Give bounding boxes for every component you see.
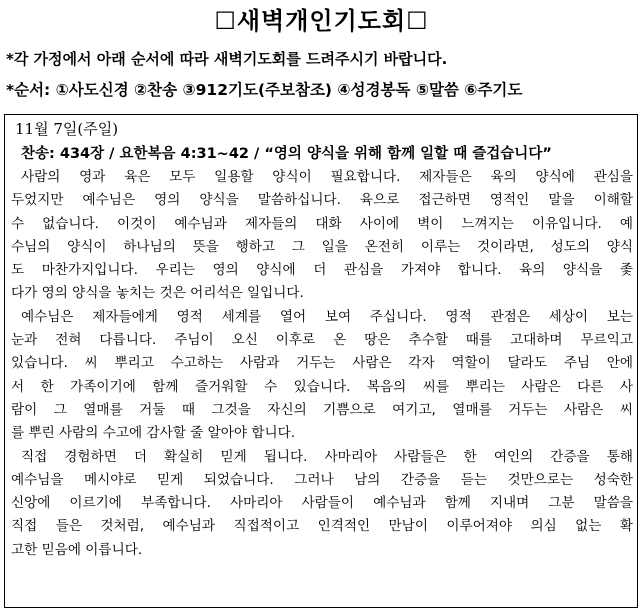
devotion-body bbox=[11, 166, 633, 562]
body-line: 사람의 영과 육은 모두 일용할 양식이 필요합니다. 제자들은 육의 양식에 관심을 bbox=[21, 169, 633, 185]
body-line: 를 뿌린 사람의 수고에 감사할 줄 알아야 합니다. bbox=[11, 425, 296, 442]
body-line: 수 없습니다. 이것이 예수님과 제자들의 대화 사이에 벽이 느껴지는 이유입니다. 예 bbox=[11, 215, 633, 232]
body-line: 람이 그 열매를 거둘 때 그것을 자신의 기쁨으로 여기고, 열매를 거두는 사람은 씨 bbox=[11, 401, 633, 418]
hymn-scripture-line: 찬송: 434장 / 요한복음 4:31~42 / “영의 양식을 위해 함께 일할 때 즐겁습니다” bbox=[21, 146, 552, 162]
body-line: 수님의 양식이 하나님의 뜻을 행하고 그 일을 온전히 이루는 것이라면, 성도의 양식 bbox=[11, 238, 633, 255]
body-line: 있습니다. 씨 뿌리고 수고하는 사람과 거두는 사람은 각자 역할이 달라도 주님 안에 bbox=[11, 355, 633, 372]
body-line: 도 마찬가지입니다. 우리는 영의 양식에 더 관심을 가져야 합니다. 육의 양식을 좇 bbox=[11, 262, 633, 279]
body-line: 신앙에 이르기에 부족합니다. 사마리아 사람들이 예수님과 함께 지내며 그분 말씀을 bbox=[11, 495, 633, 512]
body-line: 직접 경험하면 더 확실히 믿게 됩니다. 사마리아 사람들은 한 여인의 간증을 통해 bbox=[21, 448, 633, 465]
instruction-line-2: *순서: ①사도신경 ②찬송 ③912기도(주보참조) ④성경봉독 ⑤말씀 ⑥주기도 bbox=[6, 81, 523, 99]
body-line: 다가 영의 양식을 놓치는 것은 어리석은 일입니다. bbox=[11, 285, 304, 302]
body-line: 눈과 전혀 다릅니다. 주님이 오신 이후로 온 땅은 추수할 때를 고대하며 무르익고 bbox=[11, 332, 633, 349]
body-line: 직접 들은 것처럼, 예수님과 직접적이고 인격적인 만남이 이루어져야 의심 없는 확 bbox=[11, 518, 633, 535]
body-line: 예수님을 메시야로 믿게 되었습니다. 그러나 남의 간증을 듣는 것만으로는 성숙한 bbox=[11, 471, 633, 488]
instruction-line-1: *각 가정에서 아래 순서에 따라 새벽기도회를 드려주시기 바랍니다. bbox=[6, 50, 448, 68]
body-line: 고한 믿음에 이릅니다. bbox=[11, 541, 143, 558]
body-line: 두었지만 예수님은 영의 양식을 말씀하십니다. 육으로 접근하면 영적인 말을 이해할 bbox=[11, 192, 633, 209]
body-line: 예수님은 제자들에게 영적 세계를 열어 보여 주십니다. 영적 관점은 세상이 보는 bbox=[21, 308, 633, 325]
body-line: 서 한 가족이기에 함께 즐거워할 수 있습니다. 복음의 씨를 뿌리는 사람은 다른 사 bbox=[11, 378, 633, 395]
devotion-entry bbox=[4, 114, 638, 608]
entry-date: 11월 7일(주일) bbox=[15, 120, 119, 138]
page-title: ☐새벽개인기도회☐ bbox=[214, 7, 429, 35]
